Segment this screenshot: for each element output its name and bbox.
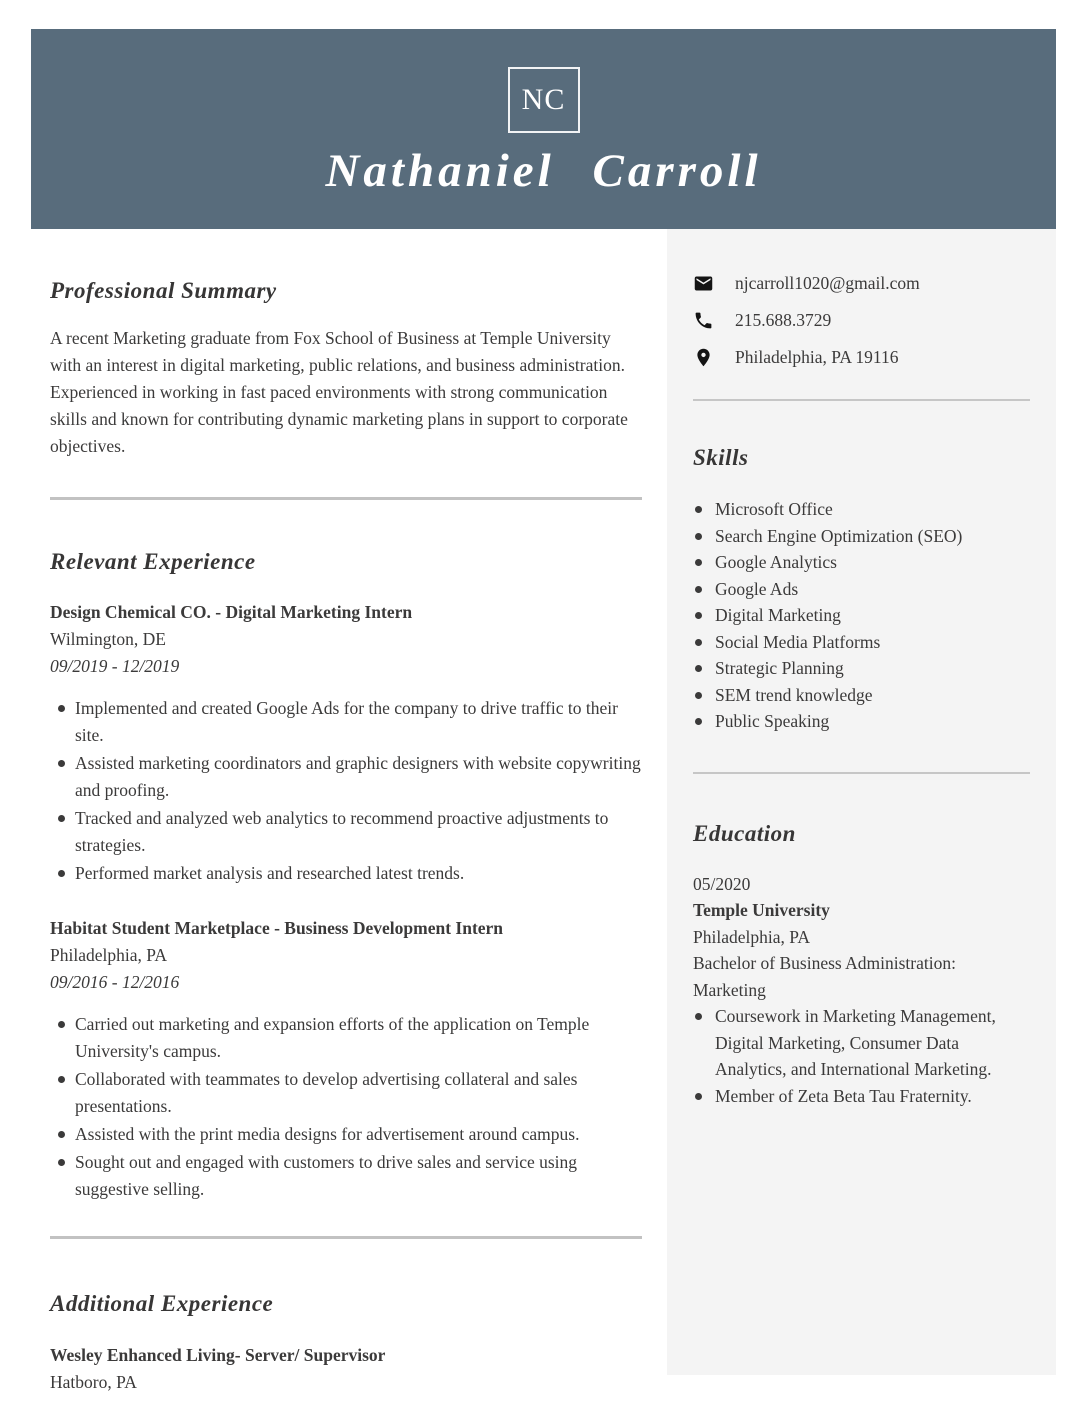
monogram-box <box>508 67 580 133</box>
contact-phone-row <box>693 309 1030 331</box>
job-entry <box>50 1342 642 1396</box>
skill-item: Social Media Platforms <box>715 629 1030 656</box>
education-bullet: Coursework in Marketing Management, Digital Marketing, Consumer Data Analytics, and International Marketing. <box>715 1003 1030 1083</box>
section-divider <box>50 1236 642 1239</box>
skill-item: Digital Marketing <box>715 602 1030 629</box>
job-bullet: Assisted marketing coordinators and graphic designers with website copywriting and proofing. <box>75 750 642 804</box>
job-bullet: Tracked and analyzed web analytics to recommend proactive adjustments to strategies. <box>75 805 642 859</box>
summary-heading: Professional Summary <box>50 278 277 303</box>
job-dates: 09/2019 - 12/2019 <box>50 656 180 676</box>
header-banner <box>31 29 1056 229</box>
summary-text: A recent Marketing graduate from Fox School of Business at Temple University with an interest in digital marketing, public relations, and business administration. Experienced in working in fast paced environments with strong communication skills and known for contributing dynamic marketing plans in support to corporate objectives. <box>50 328 628 456</box>
job-entry <box>50 599 642 887</box>
job-bullet: Collaborated with teammates to develop advertising collateral and sales presentations. <box>75 1066 642 1120</box>
contact-phone-value: 215.688.3729 <box>735 309 832 330</box>
education-location: Philadelphia, PA <box>693 926 810 947</box>
job-location: Wilmington, DE <box>50 629 166 649</box>
job-location: Philadelphia, PA <box>50 945 167 965</box>
contact-location-value: Philadelphia, PA 19116 <box>735 346 899 367</box>
skills-heading: Skills <box>693 445 749 470</box>
skill-item: Public Speaking <box>715 708 1030 735</box>
job-bullet-list <box>50 1011 642 1203</box>
job-bullet: Implemented and created Google Ads for the company to drive traffic to their site. <box>75 695 642 749</box>
skill-item: Google Analytics <box>715 549 1030 576</box>
name-title: Nathaniel Carroll <box>325 145 762 197</box>
education-bullet-list <box>693 1003 1030 1109</box>
job-dates: 09/2016 - 12/2016 <box>50 972 180 992</box>
job-entry <box>50 915 642 1203</box>
skill-item: Microsoft Office <box>715 496 1030 523</box>
education-date: 05/2020 <box>693 873 751 894</box>
job-location: Hatboro, PA <box>50 1372 137 1392</box>
job-bullet: Assisted with the print media designs for advertisement around campus. <box>75 1121 642 1148</box>
sidebar <box>667 229 1056 1375</box>
monogram-initials: NC <box>521 83 566 116</box>
phone-icon <box>693 310 714 331</box>
additional-experience-heading: Additional Experience <box>50 1291 274 1316</box>
sidebar-divider <box>693 399 1030 401</box>
education-bullet: Member of Zeta Beta Tau Fraternity. <box>715 1083 1030 1110</box>
job-title: Design Chemical CO. - Digital Marketing Intern <box>50 602 413 622</box>
skill-item: Strategic Planning <box>715 655 1030 682</box>
skill-item: Search Engine Optimization (SEO) <box>715 523 1030 550</box>
main-column <box>50 250 642 1396</box>
job-bullet-list <box>50 695 642 887</box>
skill-item: SEM trend knowledge <box>715 682 1030 709</box>
job-bullet: Performed market analysis and researched latest trends. <box>75 860 642 887</box>
education-school: Temple University <box>693 900 830 920</box>
sidebar-divider <box>693 772 1030 774</box>
location-pin-icon <box>693 347 714 368</box>
education-entry <box>693 871 1030 1110</box>
contact-location-row <box>693 346 1030 368</box>
skill-item: Google Ads <box>715 576 1030 603</box>
contact-email-row <box>693 272 1030 294</box>
job-title: Habitat Student Marketplace - Business Development Intern <box>50 918 504 938</box>
education-heading: Education <box>693 820 796 846</box>
email-icon <box>693 273 714 294</box>
job-bullet: Carried out marketing and expansion efforts of the application on Temple University's campus. <box>75 1011 642 1065</box>
contact-email-value: njcarroll1020@gmail.com <box>735 272 920 293</box>
experience-heading: Relevant Experience <box>50 549 256 574</box>
skills-list <box>693 496 1030 735</box>
education-degree: Bachelor of Business Administration: Marketing <box>693 953 956 1000</box>
job-title: Wesley Enhanced Living- Server/ Supervisor <box>50 1345 386 1365</box>
job-bullet: Sought out and engaged with customers to drive sales and service using suggestive selling. <box>75 1149 642 1203</box>
section-divider <box>50 497 642 500</box>
